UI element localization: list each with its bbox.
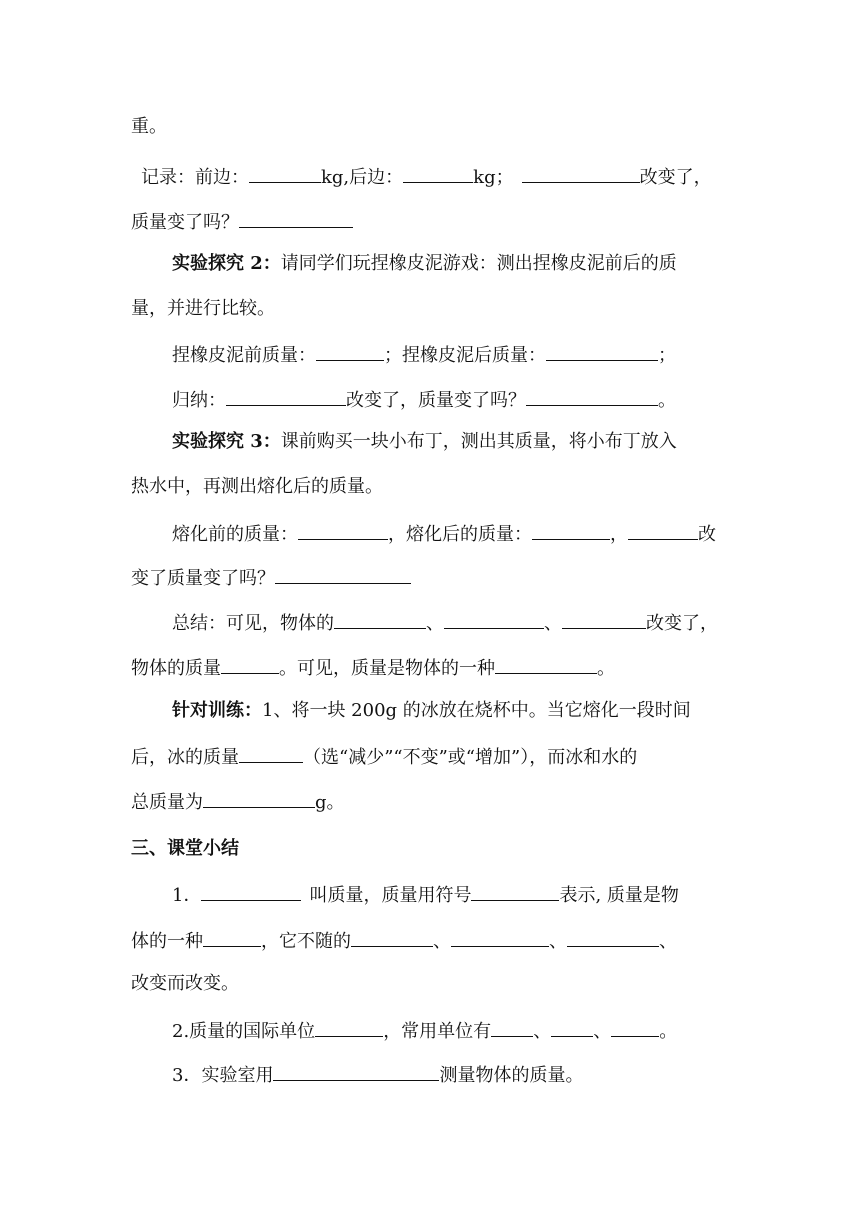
blank-field[interactable] <box>315 1018 383 1037</box>
blank-field[interactable] <box>628 521 698 540</box>
text-line <box>131 789 345 814</box>
text: 总结：可见，物体的 <box>172 613 334 634</box>
text: 熔化前的质量： <box>172 524 298 545</box>
blank-field[interactable] <box>526 387 658 406</box>
blank-field[interactable] <box>562 610 646 629</box>
text-line <box>131 116 167 138</box>
blank-field[interactable] <box>226 387 346 406</box>
text: 改变了， <box>639 167 712 188</box>
text: 、 <box>549 931 567 952</box>
text: 。 <box>659 1021 678 1042</box>
text-line <box>131 565 411 590</box>
blank-field[interactable] <box>221 655 279 674</box>
blank-field[interactable] <box>316 342 384 361</box>
text: ；捏橡皮泥后质量： <box>384 345 546 366</box>
section-heading <box>131 838 239 860</box>
text-line <box>131 655 615 680</box>
text: 表示, 质量是物 <box>559 885 679 906</box>
text: 改变了， <box>646 613 718 634</box>
blank-field[interactable] <box>471 882 559 901</box>
blank-field[interactable] <box>444 610 544 629</box>
text: 重。 <box>131 116 167 137</box>
blank-field[interactable] <box>249 164 321 183</box>
text: 捏橡皮泥前质量： <box>172 345 316 366</box>
text: ，常用单位有 <box>383 1021 492 1042</box>
text: kg,后边： <box>321 167 404 188</box>
blank-field[interactable] <box>495 655 597 674</box>
text-line <box>131 744 637 769</box>
text: 改 <box>698 524 716 545</box>
text: ； <box>658 345 676 366</box>
text: 请同学们玩捏橡皮泥游戏：测出捏橡皮泥前后的质 <box>280 253 677 274</box>
text: ，它不随的 <box>261 931 351 952</box>
blank-field[interactable] <box>351 928 433 947</box>
text-line <box>172 521 716 546</box>
section-label: 针对训练： <box>172 700 262 721</box>
text: 改变了，质量变了吗？ <box>346 390 526 411</box>
text-line <box>131 298 275 320</box>
text-line <box>131 209 353 234</box>
text-line <box>172 610 718 635</box>
heading-text: 三、课堂小结 <box>131 838 239 859</box>
text: 。 <box>597 658 615 679</box>
text: 测量物体的质量。 <box>439 1065 584 1086</box>
text: 总质量为 <box>131 792 203 813</box>
text-line <box>172 882 679 907</box>
text: ，熔化后的质量： <box>388 524 532 545</box>
text: ， <box>610 524 628 545</box>
blank-field[interactable] <box>239 744 303 763</box>
blank-field[interactable] <box>491 1018 533 1037</box>
text: 1、将一块 200g 的冰放在烧杯中。当它熔化一段时间 <box>262 700 691 721</box>
text-line <box>172 700 691 722</box>
text-line <box>131 973 239 995</box>
text-line <box>172 342 676 367</box>
text: 归纳： <box>172 390 226 411</box>
section-label: 实验探究 2： <box>172 253 281 274</box>
blank-field[interactable] <box>551 1018 593 1037</box>
text: 、 <box>433 931 451 952</box>
text: g。 <box>315 792 345 813</box>
text: 改变而改变。 <box>131 973 239 994</box>
blank-field[interactable] <box>201 882 301 901</box>
text: 、 <box>426 613 444 634</box>
text-line <box>172 253 677 275</box>
blank-field[interactable] <box>522 164 640 183</box>
blank-field[interactable] <box>273 1062 439 1081</box>
text: 3．实验室用 <box>172 1065 274 1086</box>
text: 叫质量，质量用符号 <box>309 885 472 906</box>
text: 体的一种 <box>131 931 203 952</box>
text: 热水中，再测出熔化后的质量。 <box>131 476 383 497</box>
text: 、 <box>533 1021 552 1042</box>
blank-field[interactable] <box>298 521 388 540</box>
text: 课前购买一块小布丁，测出其质量，将小布丁放入 <box>280 431 677 452</box>
text: 记录：前边： <box>141 167 249 188</box>
text-line <box>131 476 383 498</box>
blank-field[interactable] <box>403 164 473 183</box>
text: 、 <box>659 931 677 952</box>
text: 质量变了吗？ <box>131 212 239 233</box>
blank-field[interactable] <box>611 1018 659 1037</box>
blank-field[interactable] <box>532 521 610 540</box>
text-line <box>172 387 676 412</box>
blank-field[interactable] <box>546 342 658 361</box>
text: 、 <box>544 613 562 634</box>
section-label: 实验探究 3： <box>172 431 281 452</box>
text: 变了质量变了吗？ <box>131 568 275 589</box>
text: 、 <box>593 1021 612 1042</box>
text: 1． <box>172 885 202 906</box>
text: kg； <box>473 167 514 188</box>
blank-field[interactable] <box>451 928 549 947</box>
blank-field[interactable] <box>203 789 315 808</box>
blank-field[interactable] <box>275 565 411 584</box>
text-line <box>172 1018 677 1043</box>
blank-field[interactable] <box>203 928 261 947</box>
blank-field[interactable] <box>567 928 659 947</box>
text: 。 <box>658 390 676 411</box>
blank-field[interactable] <box>334 610 426 629</box>
blank-field[interactable] <box>239 209 353 228</box>
text: （选“减少”“不变”或“增加”），而冰和水的 <box>303 747 638 768</box>
text: 后，冰的质量 <box>131 747 239 768</box>
text: 物体的质量 <box>131 658 221 679</box>
text-line <box>172 431 677 453</box>
text-line <box>141 164 712 189</box>
text: 2.质量的国际单位 <box>172 1021 316 1042</box>
text: 量，并进行比较。 <box>131 298 275 319</box>
text: 。可见，质量是物体的一种 <box>279 658 495 679</box>
text-line <box>131 928 677 953</box>
text-line <box>172 1062 583 1087</box>
